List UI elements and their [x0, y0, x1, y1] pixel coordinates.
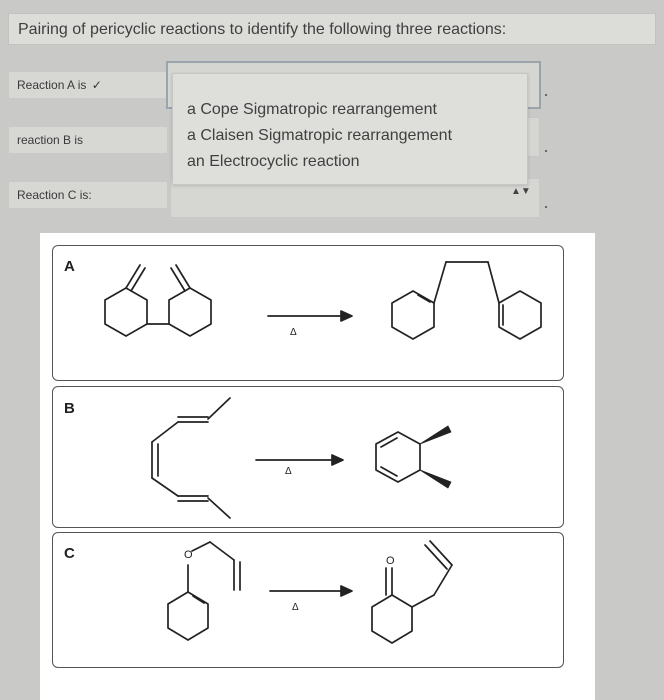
heat-c-label: Δ [292, 602, 299, 613]
reaction-a-letter: A [64, 258, 75, 275]
reaction-b-label: reaction B is [9, 127, 167, 153]
reaction-a-product [392, 262, 541, 339]
question-text: Pairing of pericyclic reactions to identify the following three reactions: [18, 21, 507, 38]
option-claisen[interactable]: a Claisen Sigmatropic rearrangement [187, 127, 453, 144]
reaction-b-reactant [152, 398, 230, 518]
oxygen-label-product: O [386, 555, 395, 567]
reaction-a-label-text: Reaction A is [17, 78, 87, 92]
option-cope[interactable]: a Cope Sigmatropic rearrangement [187, 101, 437, 118]
reaction-c-product [372, 541, 452, 643]
reaction-c-label: Reaction C is: [9, 182, 167, 208]
reaction-a-arrow [268, 311, 352, 321]
heat-b-label: Δ [285, 466, 292, 477]
reaction-c-arrow [270, 586, 352, 596]
reaction-b-product [376, 426, 451, 488]
option-electrocyclic[interactable]: an Electrocyclic reaction [187, 153, 360, 170]
reaction-b-letter: B [64, 400, 75, 417]
select-c-arrows-icon[interactable]: ▲▼ [511, 186, 531, 197]
checkmark-icon: ✓ [91, 78, 102, 92]
oxygen-label-reactant: O [184, 549, 193, 561]
reaction-b-arrow [256, 455, 343, 465]
heat-a-label: Δ [290, 327, 297, 338]
reaction-c-reactant [168, 542, 240, 640]
reaction-c-letter: C [64, 545, 75, 562]
reaction-a-reactant [105, 265, 211, 336]
